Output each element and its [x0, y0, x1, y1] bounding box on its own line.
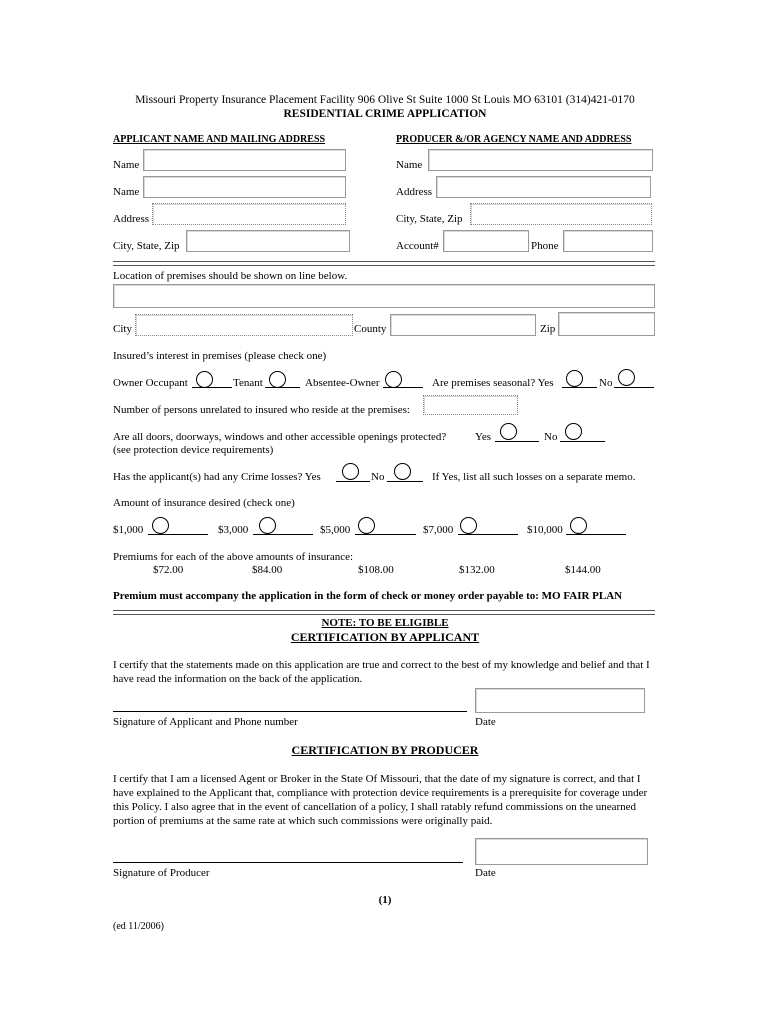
premium-5000: $108.00 — [358, 564, 394, 576]
amount-option-1000: $1,000 — [113, 524, 144, 536]
losses-question: Has the applicant(s) had any Crime losses? Yes — [113, 471, 321, 483]
protection-no-radio[interactable] — [565, 423, 582, 440]
applicant-signature-label: Signature of Applicant and Phone number — [113, 716, 298, 728]
applicant-name-field-1[interactable] — [143, 149, 346, 171]
producer-address-label: Address — [396, 186, 433, 198]
applicant-date-label: Date — [475, 716, 496, 728]
producer-city-state-zip-field[interactable] — [470, 203, 652, 225]
applicant-signature-line[interactable] — [113, 711, 467, 712]
premiums-label: Premiums for each of the above amounts of insurance: — [113, 551, 354, 563]
producer-heading: PRODUCER &/OR AGENCY NAME AND ADDRESS — [396, 134, 632, 145]
premium-3000: $84.00 — [252, 564, 283, 576]
losses-no-radio[interactable] — [394, 463, 411, 480]
premium-10000: $144.00 — [565, 564, 601, 576]
premises-county-field[interactable] — [390, 314, 536, 336]
absentee-owner-radio[interactable] — [385, 371, 402, 388]
premises-zip-field[interactable] — [558, 312, 655, 336]
persons-question: Number of persons unrelated to insured who reside at the premises: — [113, 404, 410, 416]
page-number: (1) — [378, 894, 392, 906]
tenant-radio[interactable] — [269, 371, 286, 388]
payment-note: Premium must accompany the application in the form of check or money order payable to: MO FAIR PLAN — [113, 590, 623, 602]
persons-count-field[interactable] — [423, 395, 518, 415]
producer-account-label: Account# — [396, 240, 439, 252]
protection-yes-label: Yes — [475, 431, 492, 443]
amount-option-5000: $5,000 — [320, 524, 351, 536]
losses-instruction: If Yes, list all such losses on a separate memo. — [432, 471, 636, 483]
applicant-date-field[interactable] — [475, 688, 645, 713]
producer-signature-label: Signature of Producer — [113, 867, 210, 879]
premises-county-label: County — [354, 323, 387, 335]
certification-divider — [113, 610, 655, 615]
producer-certification-text: I certify that I am a licensed Agent or Broker in the State Of Missouri, that the date of my signature is correct, and that I have explained to the Applicant that, compliance with protection device requirements is a prerequisite for coverage under this Policy. I also agree that in the event of cancellation of a policy, I shall ratably refund commissions on the unearned portion of premiums at the same rate at which such commissions were originally paid. — [113, 773, 648, 827]
producer-account-field[interactable] — [443, 230, 529, 252]
producer-city-state-zip-label: City, State, Zip — [396, 213, 463, 225]
eligibility-note: NOTE: TO BE ELIGIBLE — [321, 617, 449, 629]
owner-occupant-label: Owner Occupant — [113, 377, 188, 389]
applicant-city-state-zip-label: City, State, Zip — [113, 240, 180, 252]
premises-instruction: Location of premises should be shown on line below. — [113, 270, 348, 282]
premium-7000: $132.00 — [459, 564, 495, 576]
amount-option-10000: $10,000 — [527, 524, 563, 536]
applicant-address-field[interactable] — [152, 203, 346, 225]
producer-signature-line[interactable] — [113, 862, 463, 863]
producer-phone-label: Phone — [531, 240, 559, 252]
applicant-name-label-1: Name — [113, 159, 140, 171]
seasonal-no-radio[interactable] — [618, 369, 635, 386]
seasonal-question: Are premises seasonal? Yes — [432, 377, 554, 389]
amount-5000-radio[interactable] — [358, 517, 375, 534]
applicant-certification-text: I certify that the statements made on this application are true and correct to the best of my knowledge and belief and that I have read the information on the back of the application. — [113, 659, 650, 685]
applicant-name-label-2: Name — [113, 186, 140, 198]
applicant-heading: APPLICANT NAME AND MAILING ADDRESS — [113, 134, 326, 145]
seasonal-yes-radio[interactable] — [566, 370, 583, 387]
protection-question: Are all doors, doorways, windows and other accessible openings protected? — [113, 431, 447, 443]
premises-city-field[interactable] — [135, 314, 353, 336]
seasonal-no-label: No — [599, 377, 613, 389]
amount-7000-radio[interactable] — [460, 517, 477, 534]
edition-note: (ed 11/2006) — [113, 921, 165, 932]
premises-zip-label: Zip — [540, 323, 556, 335]
absentee-owner-label: Absentee-Owner — [305, 377, 380, 389]
producer-certification-heading: CERTIFICATION BY PRODUCER — [291, 743, 479, 757]
applicant-address-label: Address — [113, 213, 150, 225]
premises-location-field[interactable] — [113, 284, 655, 308]
facility-header: Missouri Property Insurance Placement Facility 906 Olive St Suite 1000 St Louis MO 63101 (314)421-0170 — [135, 94, 635, 106]
amount-option-7000: $7,000 — [423, 524, 454, 536]
amount-option-3000: $3,000 — [218, 524, 249, 536]
premises-city-label: City — [113, 323, 132, 335]
form-title: RESIDENTIAL CRIME APPLICATION — [283, 108, 487, 120]
producer-name-label: Name — [396, 159, 423, 171]
owner-occupant-radio[interactable] — [196, 371, 213, 388]
protection-no-label: No — [544, 431, 558, 443]
applicant-name-field-2[interactable] — [143, 176, 346, 198]
producer-date-field[interactable] — [475, 838, 648, 865]
applicant-city-state-zip-field[interactable] — [186, 230, 350, 252]
producer-phone-field[interactable] — [563, 230, 653, 252]
tenant-label: Tenant — [233, 377, 263, 389]
losses-no-label: No — [371, 471, 385, 483]
interest-question: Insured’s interest in premises (please check one) — [113, 350, 327, 362]
producer-name-field[interactable] — [428, 149, 653, 171]
premium-1000: $72.00 — [153, 564, 184, 576]
amount-question: Amount of insurance desired (check one) — [113, 497, 295, 509]
amount-1000-radio[interactable] — [152, 517, 169, 534]
amount-3000-radio[interactable] — [259, 517, 276, 534]
producer-date-label: Date — [475, 867, 496, 879]
protection-yes-radio[interactable] — [500, 423, 517, 440]
producer-address-field[interactable] — [436, 176, 651, 198]
applicant-certification-heading: CERTIFICATION BY APPLICANT — [290, 630, 480, 644]
protection-note: (see protection device requirements) — [113, 444, 274, 456]
section-divider — [113, 261, 655, 266]
losses-yes-radio[interactable] — [342, 463, 359, 480]
amount-10000-radio[interactable] — [570, 517, 587, 534]
